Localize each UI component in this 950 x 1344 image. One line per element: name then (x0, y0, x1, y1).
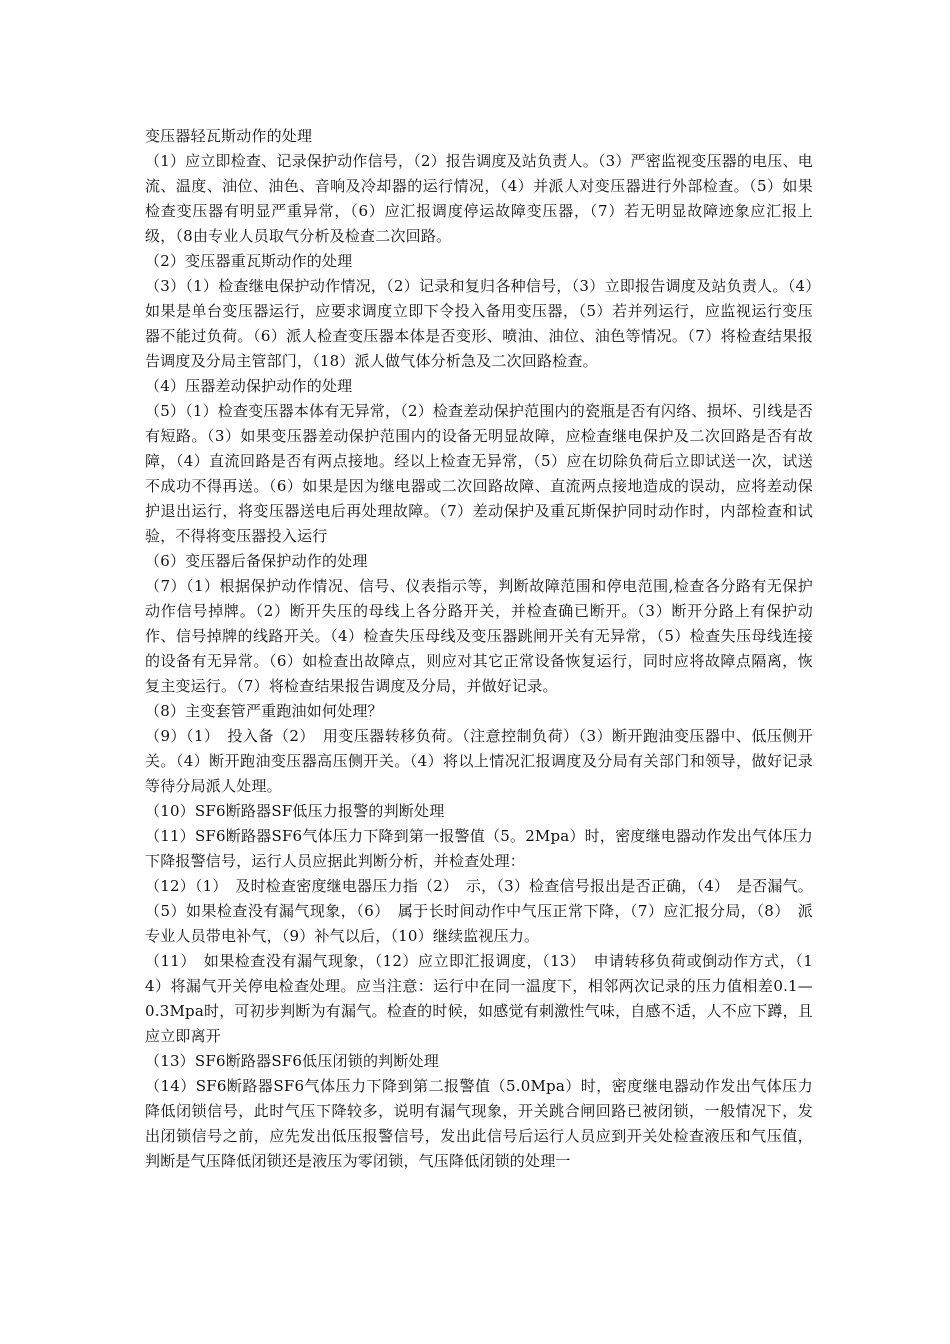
section-heading-bushing-oil-leak: （8）主变套管严重跑油如何处理？ (145, 702, 383, 720)
section-heading-sf6-low-pressure-alarm: （10）SF6断路器SF低压力报警的判断处理 (145, 802, 445, 820)
section-heading-differential: （4）压器差动保护动作的处理 (145, 377, 353, 395)
section-heading-light-gas: 变压器轻瓦斯动作的处理 (145, 127, 313, 145)
document-page (145, 124, 813, 1174)
paragraph-backup-protection-steps: （7）（1）根据保护动作情况、信号、仪表指示等，判断故障范围和停电范围,检查各分路有无保护动作信号掉牌。（2）断开失压的母线上各分路开关，并检查确已断开。（3）断开分路上有保护动作、信号掉牌的线路开关。（4）检查失压母线及变压器跳闸开关有无异常，（5）检查失压母线连接的设备有无异常。（6）如检查出故障点，则应对其它正常设备恢复运行，同时应将故障点隔离，恢复主变运行。（7）将检查结果报告调度及分局，并做好记录。 (145, 577, 813, 695)
section-heading-sf6-low-pressure-lockout: （13）SF6断路器SF6低压闭锁的判断处理 (145, 1052, 439, 1070)
paragraph-bushing-oil-leak-steps: （9）（1） 投入备（2） 用变压器转移负荷。（注意控制负荷）（3）断开跑油变压器中、低压侧开关。（4）断开跑油变压器高压侧开关。（4）将以上情况汇报调度及分局有关部门和领导，做好记录等待分局派人处理。 (145, 727, 813, 795)
paragraph-sf6-first-alarm: （11）SF6断路器SF6气体压力下降到第一报警值（5。2Mpa）时，密度继电器动作发出气体压力下降报警信号，运行人员应据此判断分析，并检查处理： (145, 827, 813, 870)
section-heading-heavy-gas: （2）变压器重瓦斯动作的处理 (145, 252, 353, 270)
paragraph-differential-steps: （5）（1）检查变压器本体有无异常，（2）检查差动保护范围内的瓷瓶是否有闪络、损坏、引线是否有短路。（3）如果变压器差动保护范围内的设备无明显故障，应检查继电保护及二次回路是否有故障，（4）直流回路是否有两点接地。经以上检查无异常，（5）应在切除负荷后立即试送一次，试送不成功不得再送。（6）如果是因为继电器或二次回路故障、直流两点接地造成的误动，应将差动保护退出运行，将变压器送电后再处理故障。（7）差动保护及重瓦斯保护同时动作时，内部检查和试验，不得将变压器投入运行 (145, 402, 813, 545)
paragraph-sf6-alarm-checks: （12）（1） 及时检查密度继电器压力指（2） 示，（3）检查信号报出是否正确，（4） 是否漏气。（5）如果检查没有漏气现象，（6） 属于长时间动作中气压正常下降，（7）应汇报分局，（8） 派专业人员带电补气，（9）补气以后，（10）继续监视压力。 (145, 877, 813, 945)
section-heading-backup-protection: （6）变压器后备保护动作的处理 (145, 552, 368, 570)
paragraph-light-gas-steps: （1）应立即检查、记录保护动作信号，（2）报告调度及站负责人。（3）严密监视变压器的电压、电流、温度、油位、油色、音响及冷却器的运行情况，（4）并派人对变压器进行外部检查。（5）如果检查变压器有明显严重异常，（6）应汇报调度停运故障变压器，（7）若无明显故障迹象应汇报上级，（8由专业人员取气分析及检查二次回路。 (145, 152, 813, 245)
paragraph-sf6-lockout-steps: （14）SF6断路器SF6气体压力下降到第二报警值（5.0Mpa）时，密度继电器动作发出气体压力降低闭锁信号，此时气压下降较多，说明有漏气现象，开关跳合闸回路已被闭锁，一般情况下，发出闭锁信号之前，应先发出低压报警信号，发出此信号后运行人员应到开关处检查液压和气压值，判断是气压降低闭锁还是液压为零闭锁，气压降低闭锁的处理一 (145, 1077, 813, 1170)
paragraph-heavy-gas-steps: （3）（1）检查继电保护动作情况，（2）记录和复归各种信号，（3）立即报告调度及站负责人。（4）如果是单台变压器运行，应要求调度立即下令投入备用变压器，（5）若并列运行，应监视运行变压器不能过负荷。（6）派人检查变压器本体是否变形、喷油、油位、油色等情况。（7）将检查结果报告调度及分局主管部门，（18）派人做气体分析急及二次回路检查。 (145, 277, 813, 370)
paragraph-sf6-leak-handling: （11） 如果检查没有漏气现象，（12）应立即汇报调度，（13） 申请转移负荷或倒动作方式，（14）将漏气开关停电检查处理。应当注意：运行中在同一温度下，相邻两次记录的压力值相差0.1—0.3Mpa时，可初步判断为有漏气。检查的时候，如感觉有刺激性气味，自感不适，人不应下蹲，且应立即离开 (145, 952, 813, 1045)
